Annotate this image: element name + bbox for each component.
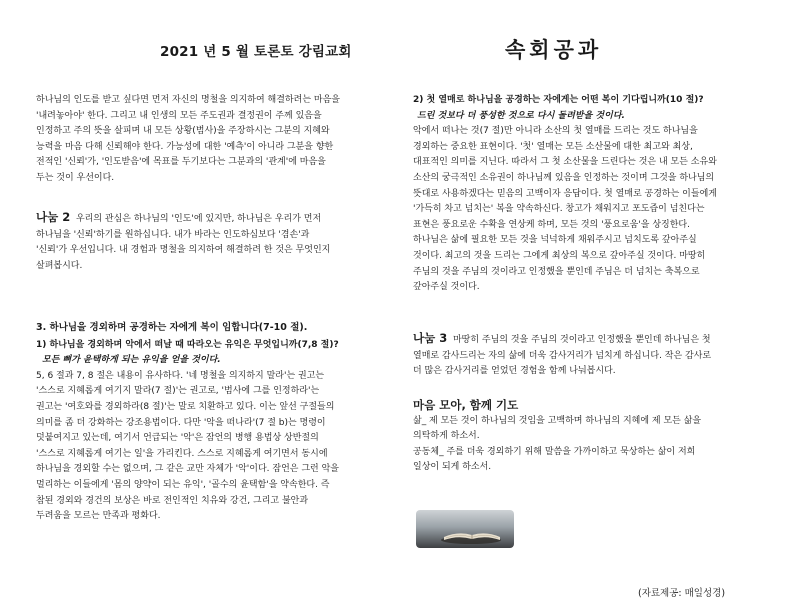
text-line: 경외하는 중요한 표현이다. '첫' 열매는 모든 소산물에 대한 최고와 최상, (413, 141, 693, 152)
text-line: 삶_ 제 모든 것이 하나님의 것임을 고백하며 하나님의 지혜에 제 모든 삶을 (413, 415, 702, 426)
share-2-label: 나눔 2 (36, 210, 71, 224)
share-3-label: 나눔 3 (413, 331, 448, 345)
text-line: 마땅히 주님의 것을 주님의 것이라고 인정했을 뿐인데 하나님은 첫 (452, 335, 711, 345)
text-line: 참된 경외와 경건의 보상은 바로 전인적인 치유와 강건, 그리고 불안과 (36, 495, 309, 506)
text-line: 멀리하는 이들에게 '몸의 양약이 되는 유익', '골수의 윤택함'을 약속한다. 즉 (36, 479, 330, 490)
prayer-title: 마음 모아, 함께 기도 (413, 398, 519, 412)
text-line: 인정하고 주의 뜻을 살피며 내 모든 상황(범사)을 주장하시는 그분의 지혜와 (36, 126, 330, 137)
text-line: 공동체_ 주를 더욱 경외하기 위해 말씀을 가까이하고 묵상하는 삶이 저희 (413, 446, 696, 457)
text-line: 악에서 떠나는 것(7 절)만 아니라 소산의 첫 열매를 드리는 것도 하나님을 (413, 126, 698, 137)
text-line: 권고는 '여호와를 경외하라(8 절)'는 말로 치환하고 있다. 이는 앞선 구절들의 (36, 401, 335, 412)
source-credit: (자료제공: 매일성경) (638, 588, 726, 599)
text-line: 하나님은 삶에 필요한 모든 것을 넉넉하게 채워주시고 넘치도록 갚아주실 (413, 235, 697, 246)
text-line: '신뢰'가 우선입니다. 내 경험과 명철을 의지하여 해결하려 한 것은 무엇인지 (36, 245, 331, 256)
text-line: 갚아주실 것이다. (413, 282, 480, 293)
text-line: 능력을 마음 다해 신뢰해야 한다. 가능성에 대한 '예측'이 아니라 그분을 향한 (36, 141, 334, 152)
text-line: 우리의 관심은 하나님의 '인도'에 있지만, 하나님은 우리가 먼저 (75, 214, 322, 224)
text-line: 대표적인 의미를 지닌다. 따라서 그 첫 소산물을 드린다는 것은 내 모든 소유와 (413, 157, 717, 168)
text-line: 두려움을 모르는 만족과 평화다. (36, 511, 161, 522)
text-line: 하나님의 인도를 받고 싶다면 먼저 자신의 명철을 의지하여 해결하려는 마음을 (36, 95, 340, 105)
text-line: 더 많은 감사거리를 얻었던 경험을 함께 나눠봅시다. (413, 366, 616, 377)
share-3 (413, 331, 759, 380)
text-line: 5, 6 절과 7, 8 절은 내용이 유사하다. '네 명철을 의지하지 말라'는 권고는 (36, 370, 325, 381)
text-line: 전적인 '신뢰'가, '인도받음'에 목표를 두기보다는 그분과의 '관계'에 마음을 (36, 157, 326, 168)
text-line: 의탁하게 하소서. (413, 431, 480, 442)
section-3 (36, 320, 379, 525)
text-line: 것이다. 최고의 것을 드리는 그에게 최상의 복으로 갚아주실 것이다. 마땅히 (413, 250, 706, 261)
text-line: '스스로 지혜롭게 여기는 일'을 가리킨다. 스스로 지혜롭게 여기면서 동시에 (36, 448, 328, 459)
intro-paragraph (36, 93, 379, 187)
page-title-right: 속회공과 (505, 37, 603, 62)
text-line: 소산의 궁극적인 소유권이 하나님께 있음을 인정하는 것이며 그것을 하나님의 (413, 172, 715, 183)
text-line: 표현은 풍요로운 수확을 연상케 하며, 모든 것의 '풍요로움'을 상징한다. (413, 219, 690, 230)
question-2-block (413, 93, 759, 296)
prayer-block (413, 398, 759, 476)
text-line: 일상이 되게 하소서. (413, 462, 492, 473)
question-1: 1) 하나님을 경외하며 악에서 떠날 때 따라오는 유익은 무엇입니까(7,8 절)? (36, 339, 339, 350)
question-2: 2) 첫 열매로 하나님을 공경하는 자에게는 어떤 복이 기다립니까(10 절)? (413, 95, 704, 105)
text-line: 의미를 좀 더 강화하는 강조용법이다. 다만 '악을 떠나라'(7 절 b)는 명령이 (36, 417, 326, 428)
text-line: 하나님을 경외할 수는 없으며, 그 같은 교만 자체가 '악'이다. 잠언은 그런 악을 (36, 464, 339, 475)
text-line: 덧붙여지고 있는데, 여기서 언급되는 '악'은 잠언의 병행 용법상 상반절의 (36, 433, 319, 444)
text-line: '스스로 지혜롭게 여기지 말라(7 절)'는 권고로, '범사에 그를 인정하라'는 (36, 386, 320, 397)
page-title-left: 2021 년 5 월 토론토 강림교회 (160, 44, 352, 60)
text-line: 하나님을 '신뢰'하기를 원하십니다. 내가 바라는 인도하심보다 '겸손'과 (36, 229, 310, 240)
answer-2: 드린 것보다 더 풍성한 것으로 다시 돌려받을 것이다. (417, 110, 625, 121)
open-book-icon (416, 510, 514, 548)
text-line: 두는 것이 우선이다. (36, 172, 115, 183)
open-book-photo (416, 510, 514, 548)
text-line: 뜻대로 사용하겠다는 믿음의 고백이자 응답이다. 첫 열매로 공경하는 이들에게 (413, 188, 717, 199)
text-line: '가득히 차고 넘치는' 복을 약속하신다. 창고가 채워지고 포도즙이 넘친다는 (413, 204, 705, 215)
text-line: 열매로 감사드리는 자의 삶에 더욱 감사거리가 넘치게 하십니다. 작은 감사로 (413, 350, 712, 361)
text-line: 살펴봅시다. (36, 260, 83, 271)
text-line: '내려놓아야' 한다. 그리고 내 인생의 모든 주도권과 결정권이 주께 있음을 (36, 110, 322, 121)
share-2 (36, 210, 379, 274)
answer-1: 모든 뼈가 윤택하게 되는 유익을 얻을 것이다. (42, 355, 221, 366)
text-line: 주님의 것을 주님의 것이라고 인정했을 뿐인데 주님은 더 넘치는 축복으로 (413, 266, 700, 277)
section-heading: 3. 하나님을 경외하며 공경하는 자에게 복이 임합니다(7-10 절). (36, 322, 308, 333)
